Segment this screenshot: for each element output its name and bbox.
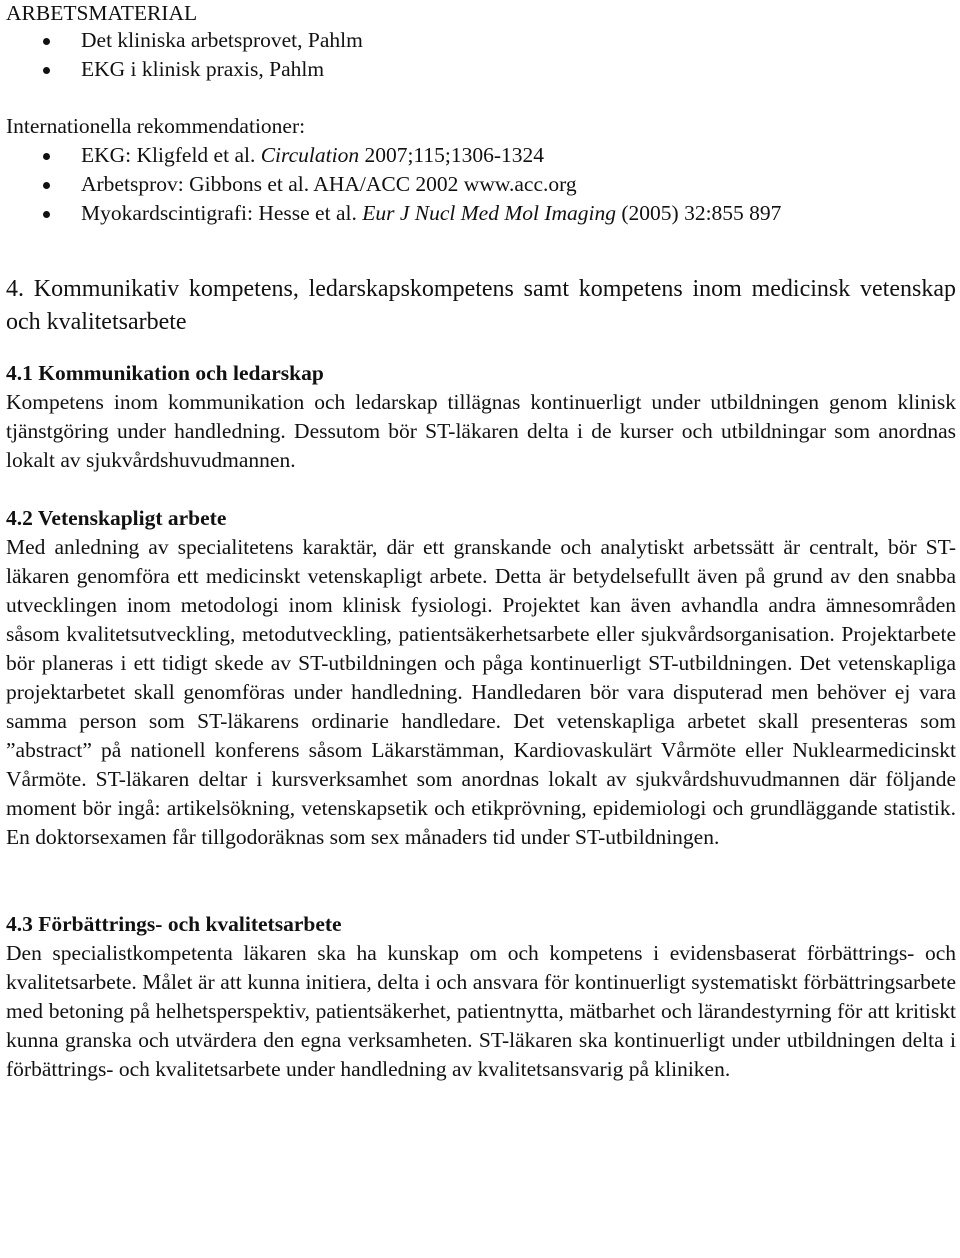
section-4-title: 4. Kommunikativ kompetens, ledarskapskompetens samt kompetens inom medicinsk vetenskap och kvalitetsarbete bbox=[6, 276, 956, 335]
journal-name: Eur J Nucl Med Mol Imaging bbox=[362, 201, 616, 225]
list-item bbox=[6, 199, 956, 228]
section-4-1-body: Kompetens inom kommunikation och ledarskap tillägnas kontinuerligt under utbildningen genom klinisk tjänstgöring under handledning. Dessutom bör ST-läkaren delta i de kurser och utbildningar som anordnas lokalt av sjukvårdshuvudmannen. bbox=[6, 390, 956, 472]
list-item: Det kliniska arbetsprovet, Pahlm bbox=[6, 26, 956, 55]
work-materials-list bbox=[6, 26, 956, 84]
intl-recommendations-list bbox=[6, 141, 956, 228]
journal-name: Circulation bbox=[260, 143, 360, 167]
section-4-3-title: 4.3 Förbättrings- och kvalitetsarbete bbox=[6, 912, 342, 936]
reference-text: EKG: Kligfeld et al. bbox=[81, 143, 261, 167]
reference-text: (2005) 32:855 897 bbox=[616, 201, 782, 225]
intl-recommendations-label: Internationella rekommendationer: bbox=[6, 114, 306, 138]
reference-text: 2007;115;1306-1324 bbox=[359, 143, 545, 167]
section-4-2-body: Med anledning av specialitetens karaktär, där ett granskande och analytiskt arbetssätt är centralt, bör ST-läkaren genomföra ett medicinskt vetenskapligt arbete. Detta är betydelsefullt även på grund av den snabba utvecklingen inom metodologi inom klinisk fysiologi. Projektet kan även avhandla andra ämnesområden såsom kvalitetsutveckling, metodutveckling, patientsäkerhetsarbete eller sjukvårdsorganisation. Projektarbete bör planeras i ett tidigt skede av ST-utbildningen och påga kontinuerligt ST-utbildningen. Det vetenskapliga projektarbetet skall genomföras under handledning. Handledaren bör vara disputerad men behöver ej vara samma person som ST-läkarens ordinarie handledare. Det vetenskapliga arbetet skall presenteras som ”abstract” på nationell konferens såsom Läkarstämman, Kardiovaskulärt Vårmöte eller Nuklearmedicinskt Vårmöte. ST-läkaren deltar i kursverksamhet som anordnas lokalt av sjukvårdshuvudmannen där följande moment bör ingå: artikelsökning, vetenskapsetik och etikprövning, epidemiologi och grundläggande statistik. En doktorsexamen får tillgodoräknas som sex månaders tid under ST-utbildningen. bbox=[6, 535, 956, 849]
list-item bbox=[6, 170, 956, 199]
section-4-2-title: 4.2 Vetenskapligt arbete bbox=[6, 506, 227, 530]
section-4-3-body: Den specialistkompetenta läkaren ska ha kunskap om och kompetens i evidensbaserat förbättrings- och kvalitetsarbete. Målet är att kunna initiera, delta i och ansvara för kontinuerligt systematiskt förbättringsarbete med betoning på helhetsperspektiv, patientsäkerhet, patientnytta, mätbarhet och lärandestyrning för att kritiskt kunna granska och utvärdera den egna verksamheten. ST-läkaren ska kontinuerligt under utbildningen delta i förbättrings- och kvalitetsarbete under handledning av kvalitetsansvarig på kliniken. bbox=[6, 941, 956, 1081]
reference-text: Myokardscintigrafi: Hesse et al. bbox=[81, 201, 363, 225]
list-item bbox=[6, 141, 956, 170]
page-heading: ARBETSMATERIAL bbox=[6, 1, 198, 25]
reference-text: Arbetsprov: Gibbons et al. AHA/ACC 2002 www.acc.org bbox=[81, 172, 577, 196]
list-item: EKG i klinisk praxis, Pahlm bbox=[6, 55, 956, 84]
section-4-1-title: 4.1 Kommunikation och ledarskap bbox=[6, 361, 324, 385]
